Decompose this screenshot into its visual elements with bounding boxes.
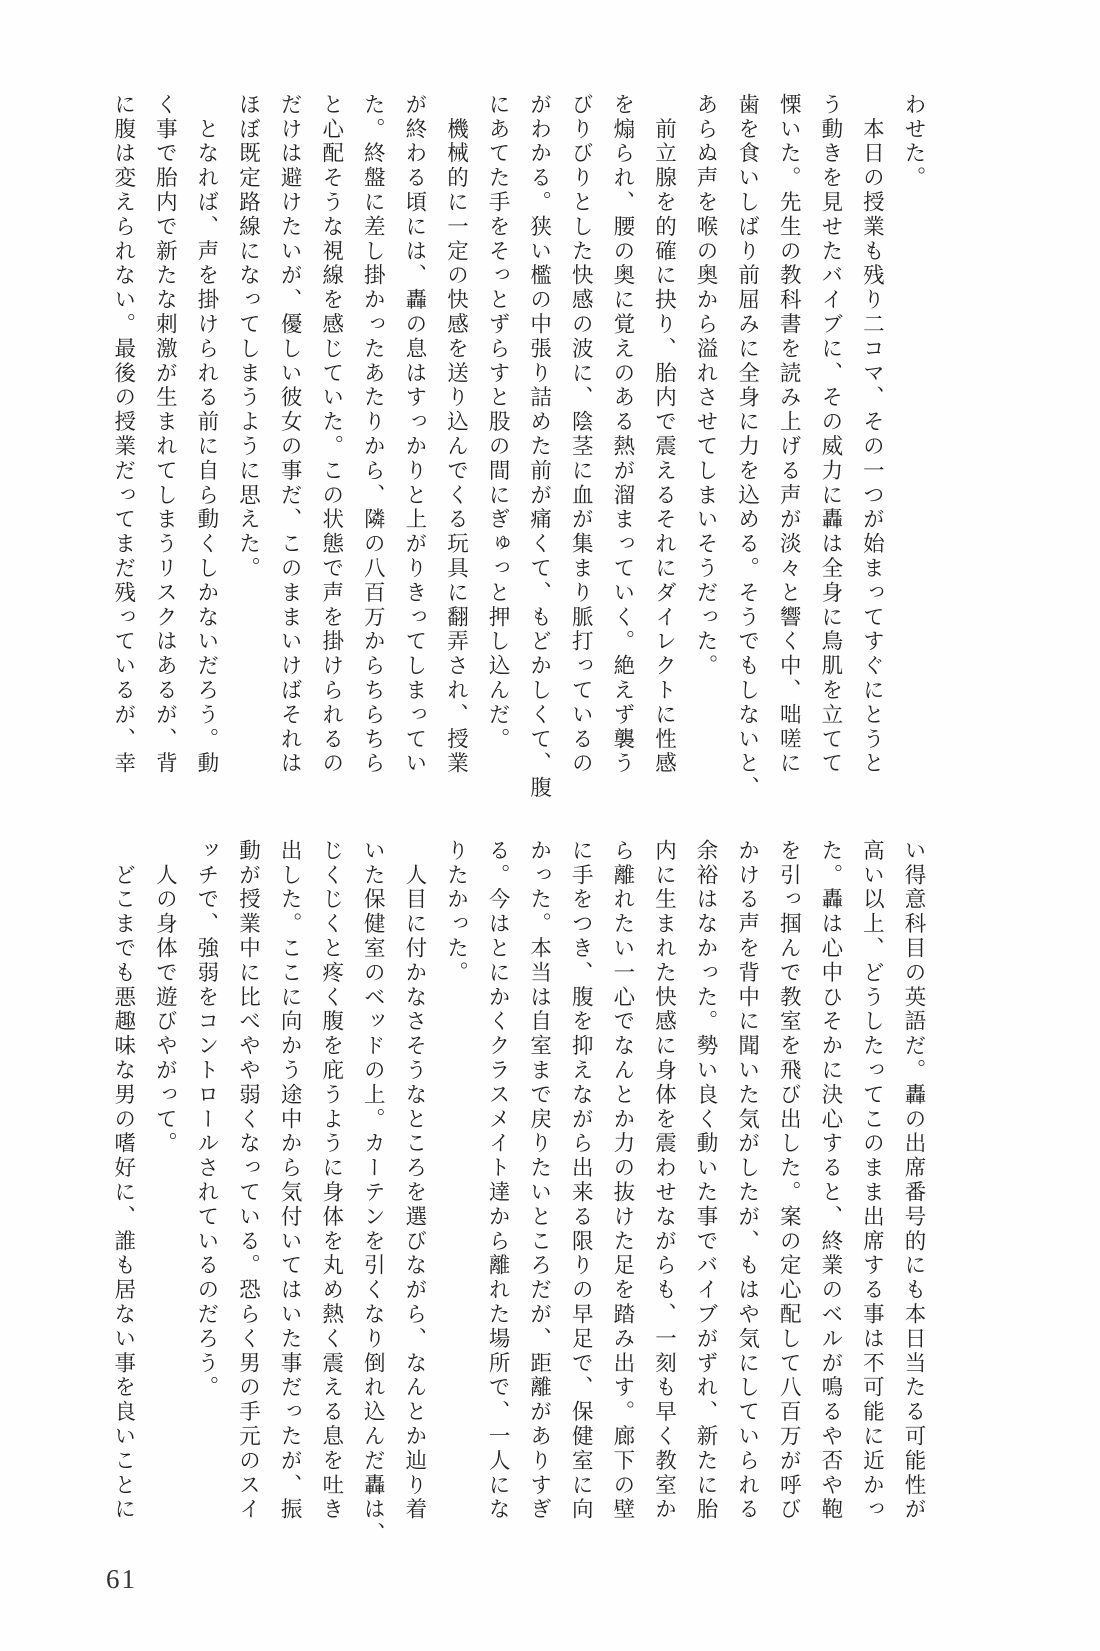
text-column: を引っ掴んで教室を飛び出した。案の定心配して八百万が呼び xyxy=(777,839,802,1523)
text-column: う動きを見せたバイブに、その威力に轟は全身に鳥肌を立てて xyxy=(818,93,843,777)
text-column: 動が授業中に比べやや弱くなっている。恐らく男の手元のスイ xyxy=(236,839,261,1523)
text-column: い得意科目の英語だ。轟の出席番号的にも本日当たる可能性が xyxy=(902,839,926,1523)
text-column: 歯を食いしばり前屈みに全身に力を込める。そうでもしないと、 xyxy=(735,93,760,801)
text-column: ら離れたい一心でなんとか力の抜けた足を踏み出す。廊下の壁 xyxy=(610,839,635,1523)
text-column: 前立腺を的確に抉り、胎内で震えるそれにダイレクトに性感 xyxy=(652,93,677,777)
text-column: を煽られ、腰の奥に覚えのある熱が溜まっていく。絶えず襲う xyxy=(610,93,635,777)
text-column: 高い以上、どうしたってこのまま出席する事は不可能に近かっ xyxy=(860,839,885,1523)
text-column: わせた。 xyxy=(902,93,926,191)
page-number: 61 xyxy=(106,1564,137,1594)
text-column: る。今はとにかくクラスメイト達から離れた場所で、一人にな xyxy=(486,839,511,1523)
text-column: となれば、声を掛けられる前に自ら動くしかないだろう。動 xyxy=(194,93,219,777)
text-column: 余裕はなかった。勢い良く動いた事でバイブがずれ、新たに胎 xyxy=(694,839,719,1523)
text-column: かった。本当は自室まで戻りたいところだが、距離がありすぎ xyxy=(527,839,552,1523)
text-column: 出した。ここに向かう途中から気付いてはいた事だったが、振 xyxy=(278,839,303,1523)
text-column: た。轟は心中ひそかに決心すると、終業のベルが鳴るや否や鞄 xyxy=(818,839,843,1523)
text-column: ッチで、強弱をコントロールされているのだろう。 xyxy=(194,839,219,1401)
text-column: く事で胎内で新たな刺激が生まれてしまうリスクはあるが、背 xyxy=(153,93,178,777)
text-column: だけは避けたいが、優しい彼女の事だ、このままいけばそれは xyxy=(278,93,303,777)
text-column: 本日の授業も残り二コマ、その一つが始まってすぐにとうと xyxy=(860,93,885,777)
text-column: に腹は変えられない。最後の授業だってまだ残っているが、幸 xyxy=(111,93,136,777)
text-column: あらぬ声を喉の奥から溢れさせてしまいそうだった。 xyxy=(694,93,719,679)
text-column: た。終盤に差し掛かったあたりから、隣の八百万からちらちら xyxy=(361,93,386,777)
text-column: 内に生まれた快感に身体を震わせながらも、一刻も早く教室か xyxy=(652,839,677,1523)
text-column: びりびりとした快感の波に、陰茎に血が集まり脈打っているの xyxy=(569,93,594,777)
text-column: が終わる頃には、轟の息はすっかりと上がりきってしまってい xyxy=(402,93,427,777)
top-text-block xyxy=(100,93,934,801)
text-column: がわかる。狭い檻の中張り詰めた前が痛くて、もどかしくて、腹 xyxy=(527,93,552,801)
text-column: ほぼ既定路線になってしまうように思えた。 xyxy=(236,93,261,581)
bottom-text-block xyxy=(100,839,934,1547)
text-column: にあてた手をそっとずらすと股の間にぎゅっと押し込んだ。 xyxy=(486,93,511,752)
text-column: いた保健室のベッドの上。カーテンを引くなり倒れ込んだ轟は、 xyxy=(361,839,386,1547)
text-column: 慄いた。先生の教科書を読み上げる声が淡々と響く中、咄嗟に xyxy=(777,93,802,777)
text-column: と心配そうな視線を感じていた。この状態で声を掛けられるの xyxy=(319,93,344,777)
text-column: じくじくと疼く腹を庇うように身体を丸め熱く震える息を吐き xyxy=(319,839,344,1523)
text-column: 人の身体で遊びやがって。 xyxy=(153,839,178,1157)
text-column: 機械的に一定の快感を送り込んでくる玩具に翻弄され、授業 xyxy=(444,93,469,777)
text-column: どこまでも悪趣味な男の嗜好に、誰も居ない事を良いことに xyxy=(111,839,136,1523)
text-column: かける声を背中に聞いた気がしたが、もはや気にしていられる xyxy=(735,839,760,1523)
text-column: 人目に付かなさそうなところを選びながら、なんとか辿り着 xyxy=(402,839,427,1523)
text-column: に手をつき、腹を抑えながら出来る限りの早足で、保健室に向 xyxy=(569,839,594,1523)
text-column: りたかった。 xyxy=(444,839,469,986)
